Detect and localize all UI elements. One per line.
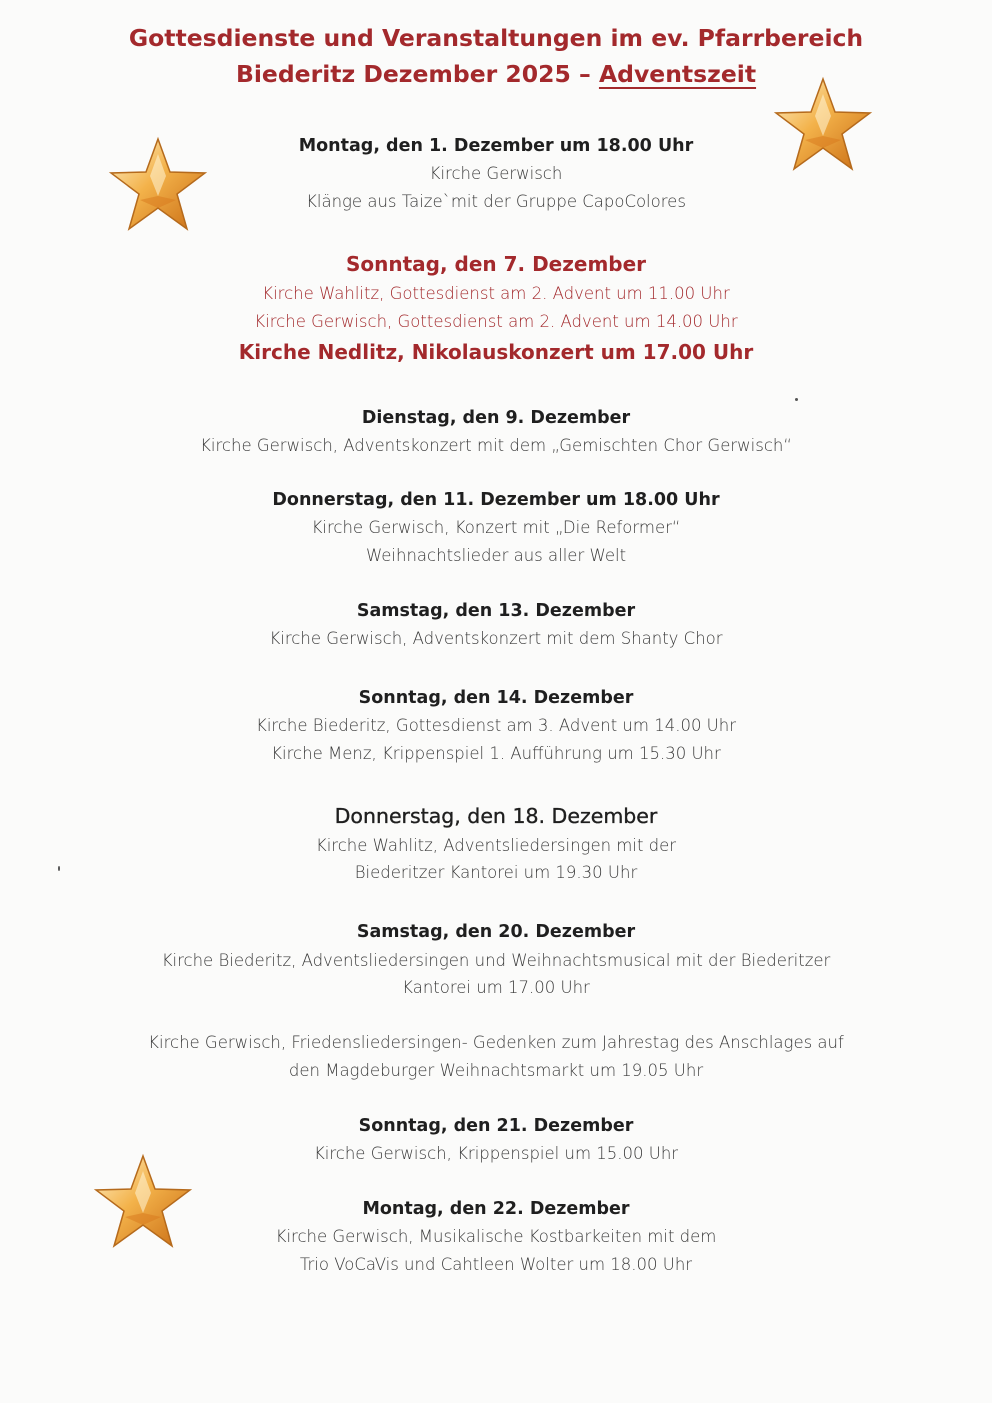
- event-line: Kirche Gerwisch, Krippenspiel um 15.00 Uhr: [313, 1144, 679, 1163]
- star-icon: [773, 76, 873, 176]
- event-line: Kirche Wahlitz, Adventsliedersingen mit der: [315, 836, 677, 855]
- event-line: Kirche Biederitz, Adventsliedersingen und Weihnachtsmusical mit der Biederitzer: [161, 951, 831, 970]
- event-line: Kirche Gerwisch, Adventskonzert mit dem „Gemischten Chor Gerwisch“: [200, 436, 792, 455]
- event-heading: Samstag, den 20. Dezember: [356, 922, 636, 942]
- event-line: Kirche Gerwisch: [429, 164, 563, 183]
- event-line: Weihnachtslieder aus aller Welt: [365, 546, 627, 565]
- subtitle-underlined: Adventszeit: [598, 60, 757, 88]
- event-heading: Dienstag, den 9. Dezember: [361, 408, 631, 428]
- scan-speck: [795, 398, 798, 401]
- event-heading: Sonntag, den 14. Dezember: [358, 688, 634, 708]
- event-heading: Sonntag, den 21. Dezember: [358, 1116, 634, 1136]
- event-line: Kirche Biederitz, Gottesdienst am 3. Advent um 14.00 Uhr: [256, 716, 736, 735]
- event-line: Kirche Gerwisch, Konzert mit „Die Reformer“: [311, 518, 681, 537]
- subtitle-prefix: Biederitz Dezember 2025 –: [235, 60, 599, 88]
- event-line: Kantorei um 17.00 Uhr: [402, 978, 590, 997]
- event-line: Kirche Wahlitz, Gottesdienst am 2. Advent um 11.00 Uhr: [262, 284, 730, 303]
- event-heading: Sonntag, den 7. Dezember: [345, 252, 647, 276]
- event-line: Kirche Menz, Krippenspiel 1. Aufführung um 15.30 Uhr: [271, 744, 721, 763]
- event-heading: Samstag, den 13. Dezember: [356, 601, 636, 621]
- event-line: den Magdeburger Weihnachtsmarkt um 19.05 Uhr: [288, 1061, 704, 1080]
- event-line: Kirche Gerwisch, Musikalische Kostbarkeiten mit dem: [275, 1227, 717, 1246]
- event-heading: Montag, den 1. Dezember um 18.00 Uhr: [298, 136, 694, 156]
- event-highlight: Kirche Nedlitz, Nikolauskonzert um 17.00 Uhr: [238, 340, 754, 364]
- event-line: Biederitzer Kantorei um 19.30 Uhr: [354, 863, 638, 882]
- event-line: Klänge aus Taize`mit der Gruppe CapoColores: [306, 192, 686, 211]
- event-heading: Montag, den 22. Dezember: [362, 1199, 630, 1219]
- event-heading: Donnerstag, den 18. Dezember: [334, 804, 658, 828]
- event-line: Kirche Gerwisch, Friedensliedersingen- Gedenken zum Jahrestag des Anschlages auf: [148, 1033, 844, 1052]
- event-line: Trio VoCaVis und Cahtleen Wolter um 18.00 Uhr: [299, 1255, 693, 1274]
- event-line: Kirche Gerwisch, Gottesdienst am 2. Advent um 14.00 Uhr: [254, 312, 738, 331]
- page-title: Gottesdienste und Veranstaltungen im ev. Pfarrbereich: [128, 24, 864, 52]
- event-line: Kirche Gerwisch, Adventskonzert mit dem Shanty Chor: [269, 629, 723, 648]
- event-heading: Donnerstag, den 11. Dezember um 18.00 Uhr: [272, 490, 720, 510]
